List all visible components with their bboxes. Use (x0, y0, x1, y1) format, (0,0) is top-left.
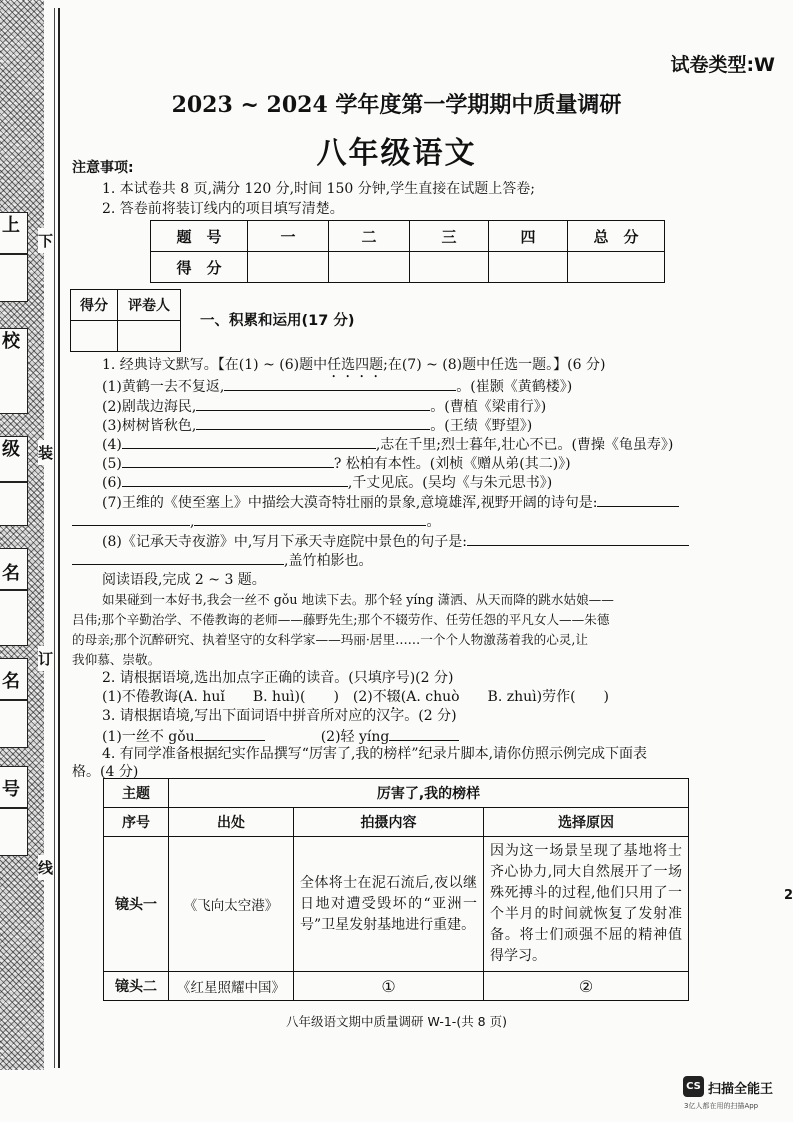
q3a-label: (1)一丝不 gǒu (102, 729, 195, 745)
script-theme-value: 厉害了,我的榜样 (169, 779, 689, 808)
q1-line-8-text: (8)《记承天寺夜游》中,写月下承天寺庭院中景色的句子是: (102, 534, 467, 550)
exam-title-main: 八年级语文 (316, 136, 477, 171)
scanner-tagline: 3亿人都在用的扫描App (684, 1102, 759, 1110)
script-row1-reason: 因为这一场景呈现了基地将士齐心协力,同大自然展开了一场殊死搏斗的过程,他们只用了一个半月的时间就恢复了发射准备。将士们顽强不屈的精神值得学习。 (484, 837, 689, 972)
script-row1-content: 全体将士在泥石流后,夜以继日地对遭受毁坏的“亚洲一号”卫星发射基地进行重建。 (294, 837, 484, 972)
script-row2-content-answer[interactable]: ① (294, 972, 484, 1001)
q1-line-7-cont (72, 510, 440, 532)
margin-stub-1: 上 (0, 212, 28, 302)
score-cell-1[interactable] (248, 252, 329, 283)
binding-label-ding: 订 (38, 646, 53, 671)
reading-intro: 阅读语段,完成 2 ~ 3 题。 (102, 572, 266, 588)
q4-stem-2: 格。(4 分) (72, 764, 139, 780)
script-header-number: 序号 (104, 808, 169, 837)
q2b-prefix: (2)不 (352, 689, 387, 705)
q3-stem: 3. 请根据语境,写出下面词语中拼音所对应的汉字。(2 分) (102, 708, 457, 724)
q1-blank-2[interactable] (196, 395, 430, 411)
reading-line-1: 如果碰到一本好书,我会一丝不 gǒu 地读下去。那个轻 yíng 潇洒、从天而降的跳水姑娘—— (102, 592, 614, 607)
q2a-dotted-char: 诲 (163, 689, 178, 705)
q1-line-5-a: (5) (102, 456, 122, 472)
q1-line-1 (102, 375, 572, 397)
q2a-options[interactable]: (A. huǐ B. huì)( ) (177, 689, 339, 705)
q2-stem: 2. 请根据语境,选出加点字正确的读音。(只填序号)(2 分) (102, 670, 454, 686)
q1-line-4-b: ,志在千里;烈士暮年,壮心不已。(曹操《龟虽寿》) (375, 437, 674, 453)
score-table-header-total: 总 分 (568, 221, 665, 252)
script-row2-reason-answer[interactable]: ② (484, 972, 689, 1001)
reading-line-3: 的母亲;那个沉醉研究、执着坚守的女科学家——玛丽·居里……一个个人物激荡着我的心灵,让 (72, 632, 588, 647)
score-table (150, 220, 665, 283)
q2b-options[interactable]: (A. chuò B. zhuì)劳作( ) (400, 689, 610, 705)
grader-name-cell[interactable] (118, 321, 181, 352)
notes-item-2: 2. 答卷前将装订线内的项目填写清楚。 (102, 201, 344, 217)
grader-name-label: 评卷人 (118, 290, 181, 321)
q4-stem-1: 4. 有同学准备根据纪实作品撰写“厉害了,我的榜样”纪录片脚本,请你仿照示例完成下面表 (102, 746, 648, 762)
script-table (103, 778, 689, 1001)
q1-stem-dot: 任选四题 (327, 357, 384, 373)
binding-label-xia: 下 (38, 228, 53, 253)
q1-line-7-text: (7)王维的《使至塞上》中描绘大漠奇特壮丽的景象,意境雄浑,视野开阔的诗句是: (102, 495, 598, 511)
grader-box (70, 289, 181, 352)
script-theme-label: 主题 (104, 779, 169, 808)
q1-line-4-a: (4) (102, 437, 122, 453)
q1-line-8-cont (72, 549, 372, 571)
margin-stub-6: 号 (0, 766, 28, 856)
grader-score-label: 得分 (71, 290, 118, 321)
q1-line-1-b: 。(崔颢《黄鹤楼》) (456, 379, 573, 395)
q1-line-8-end: ,盖竹柏影也。 (284, 553, 373, 569)
q1-blank-7c[interactable] (194, 510, 426, 526)
paper-type: 试卷类型:W (670, 54, 775, 76)
q1-blank-6[interactable] (122, 471, 348, 487)
score-table-row-label: 得 分 (151, 252, 248, 283)
binding-label-zhuang: 装 (38, 440, 53, 465)
reading-line-4: 我仰慕、崇敬。 (72, 652, 161, 667)
score-table-header-2: 二 (329, 221, 410, 252)
score-cell-4[interactable] (489, 252, 568, 283)
notes-item-1: 1. 本试卷共 8 页,满分 120 分,时间 150 分钟,学生直接在试题上答卷; (102, 181, 535, 197)
score-cell-total[interactable] (568, 252, 665, 283)
q1-line-7-end: 。 (426, 514, 441, 530)
exam-title-year: 2023 ~ 2024 学年度第一学期期中质量调研 (171, 92, 622, 118)
scanner-app-name: 扫描全能王 (708, 1082, 774, 1097)
q1-line-6-a: (6) (102, 475, 122, 491)
script-row1-label: 镜头一 (104, 837, 169, 972)
q1-blank-1[interactable] (224, 375, 456, 391)
q1-line-6 (102, 471, 552, 493)
q3b-label: (2)轻 yíng (320, 729, 390, 745)
q2b-dotted-char: 辍 (386, 689, 401, 705)
grader-score-cell[interactable] (71, 321, 118, 352)
score-table-header-3: 三 (410, 221, 489, 252)
q1-blank-5[interactable] (122, 452, 334, 468)
score-cell-3[interactable] (410, 252, 489, 283)
score-cell-2[interactable] (329, 252, 410, 283)
q1-blank-7b[interactable] (72, 510, 190, 526)
q3a-blank[interactable] (195, 725, 265, 741)
q1-stem-a: 1. 经典诗文默写。【在(1) ~ (6)题中 (102, 357, 328, 373)
script-row2-label: 镜头二 (104, 972, 169, 1001)
margin-stub-2: 校 (0, 328, 28, 414)
q1-blank-7a[interactable] (597, 491, 679, 507)
scanner-logo-icon: CS (683, 1076, 704, 1097)
q2a-prefix: (1)不倦教 (102, 689, 164, 705)
binding-label-xian: 线 (38, 855, 53, 880)
score-table-header-4: 四 (489, 221, 568, 252)
notes-heading: 注意事项: (72, 160, 134, 176)
margin-stub-5: 名 (0, 658, 28, 748)
script-header-reason: 选择原因 (484, 808, 689, 837)
q1-line-7-comma: , (190, 514, 195, 530)
q1-stem-b: ;在(7) ~ (8)题中任选一题。】(6 分) (383, 357, 606, 373)
score-table-header-1: 一 (248, 221, 329, 252)
margin-stub-4: 名 (0, 548, 28, 646)
q1-line-6-b: ,千丈见底。(吴均《与朱元思书》) (347, 475, 553, 491)
q1-line-2-b: 。(曹植《梁甫行》) (430, 399, 547, 415)
q1-blank-4[interactable] (122, 433, 376, 449)
section1-title: 一、积累和运用(17 分) (200, 313, 355, 329)
script-row2-source: 《红星照耀中国》 (169, 972, 294, 1001)
reading-line-2: 吕伟;那个辛勤治学、不倦教诲的老师——藤野先生;那个不辍劳作、任劳任怨的平凡女人——朱德 (72, 612, 610, 627)
edge-page-mark: 2 (783, 888, 793, 903)
q1-line-3-b: 。(王绩《野望》) (430, 418, 533, 434)
q1-line-3-a: (3)树树皆秋色, (102, 418, 197, 434)
q1-blank-8a[interactable] (467, 530, 689, 546)
q1-line-1-a: (1)黄鹤一去不复返, (102, 379, 225, 395)
script-header-content: 拍摄内容 (294, 808, 484, 837)
q1-blank-3[interactable] (196, 414, 430, 430)
q1-blank-8b[interactable] (72, 549, 284, 565)
page-footer: 八年级语文期中质量调研 W-1-(共 8 页) (286, 1014, 507, 1029)
script-row1-source: 《飞向太空港》 (169, 837, 294, 972)
script-header-source: 出处 (169, 808, 294, 837)
score-table-header-number: 题 号 (151, 221, 248, 252)
q3b-blank[interactable] (389, 725, 459, 741)
margin-stub-3: 级 (0, 436, 28, 526)
q1-line-5-b: ? 松柏有本性。(刘桢《赠从弟(其二)》) (333, 456, 571, 472)
q1-line-2-a: (2)剧哉边海民, (102, 399, 197, 415)
